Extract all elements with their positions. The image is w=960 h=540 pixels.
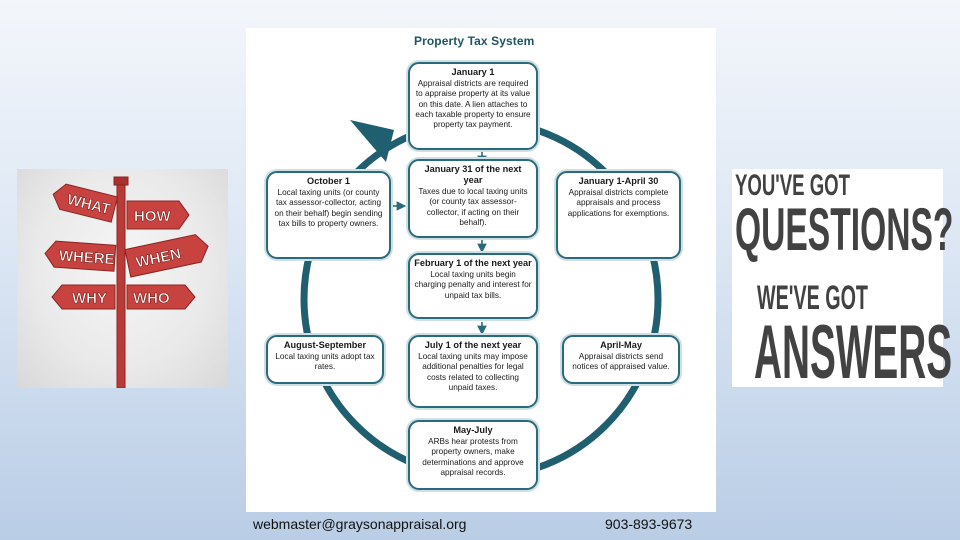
box-january-1 bbox=[408, 62, 538, 150]
box-text: Local taxing units (or county tax assessor-collector, acting on their behalf) begin sending tax bills to property owners. bbox=[274, 188, 383, 228]
box-january-31 bbox=[408, 159, 538, 238]
diagram-title: Property Tax System bbox=[414, 34, 535, 48]
box-heading: July 1 of the next year bbox=[424, 340, 522, 350]
signpost-pole bbox=[117, 181, 125, 388]
sign-who-label: WHO bbox=[133, 290, 170, 307]
sign-when-label: WHEN bbox=[134, 245, 183, 272]
box-text: Local taxing units adopt tax rates. bbox=[275, 352, 375, 372]
qa-line-youve-got: YOU'VE GOT bbox=[735, 169, 851, 202]
box-may-july bbox=[408, 420, 538, 490]
box-text: ARBs hear protests from property owners, make determinations and approve appraisal records. bbox=[422, 437, 524, 477]
questions-answers-image bbox=[732, 169, 954, 395]
signpost-cap bbox=[114, 177, 128, 185]
box-heading: August-September bbox=[283, 340, 367, 350]
box-text: Local taxing units begin charging penalty and interest for unpaid tax bills. bbox=[414, 270, 532, 300]
signpost-icon bbox=[17, 169, 228, 388]
box-october-1 bbox=[266, 171, 391, 259]
box-july-1 bbox=[408, 335, 538, 408]
box-heading: January 31 of the next year bbox=[424, 164, 522, 185]
sign-how-label: HOW bbox=[134, 208, 171, 225]
sign-where-label: WHERE bbox=[58, 247, 116, 269]
box-text: Local taxing units may impose additional penalties for legal costs related to collecting unpaid taxes. bbox=[418, 352, 528, 392]
box-heading: April-May bbox=[600, 340, 642, 350]
box-text: Taxes due to local taxing units (or county tax assessor-collector, if acting on their behalf). bbox=[418, 187, 528, 227]
signpost-image bbox=[17, 169, 228, 388]
qa-line-questions: QUESTIONS? bbox=[735, 196, 954, 263]
box-text: Appraisal districts complete appraisals and process applications for exemptions. bbox=[567, 188, 670, 218]
qa-line-answers: ANSWERS bbox=[754, 310, 953, 395]
box-january-april bbox=[556, 171, 681, 259]
box-heading: January 1 bbox=[451, 67, 495, 77]
box-april-may bbox=[562, 335, 680, 384]
box-text: Appraisal districts are required to appraise property at its value on this date. A lien attaches to each taxable property to ensure property tax payment. bbox=[415, 79, 531, 130]
property-tax-diagram bbox=[246, 28, 716, 512]
contact-phone[interactable]: 903-893-9673 bbox=[605, 516, 693, 532]
box-heading: February 1 of the next year bbox=[414, 258, 532, 268]
sign-why-label: WHY bbox=[72, 290, 107, 307]
box-heading: May-July bbox=[453, 425, 493, 435]
box-february-1 bbox=[408, 253, 538, 319]
box-heading: January 1-April 30 bbox=[578, 176, 659, 186]
qa-line-weve-got: WE'VE GOT bbox=[757, 279, 868, 317]
box-august-september bbox=[266, 335, 384, 384]
box-heading: October 1 bbox=[307, 176, 350, 186]
contact-email[interactable]: webmaster@graysonappraisal.org bbox=[253, 516, 467, 532]
sign-what-label: WHAT bbox=[65, 191, 113, 219]
box-text: Appraisal districts send notices of appraised value. bbox=[572, 352, 670, 372]
